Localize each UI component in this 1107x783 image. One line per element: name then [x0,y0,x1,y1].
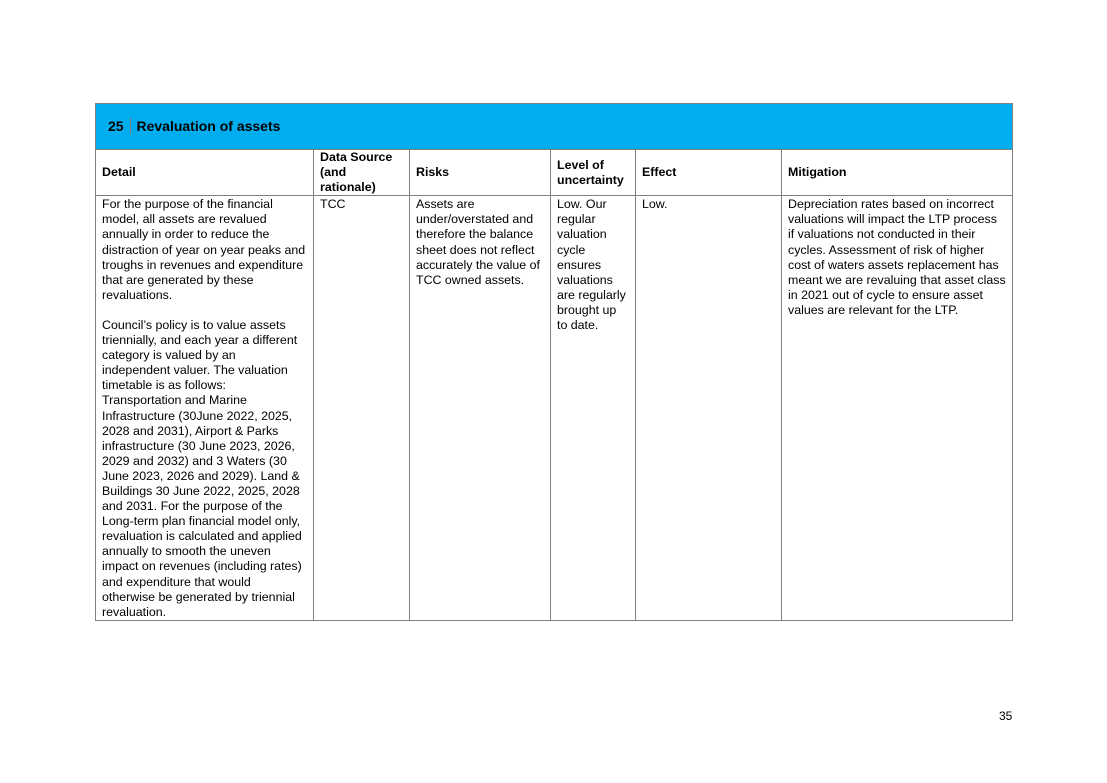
assumption-table [95,103,1013,621]
risks-cell: Assets are under/overstated and therefore the balance sheet does not reflect accurately the value of TCC owned assets. [410,196,551,621]
data-source-cell: TCC [314,196,410,621]
detail-cell [96,196,314,621]
section-header [96,104,1013,150]
effect-cell: Low. [636,196,782,621]
column-header-row [96,150,1013,196]
detail-paragraph-2: Council’s policy is to value assets triennially, and each year a different category is valued by an independent valuer. The valuation timetable is as follows: Transportation and Marine Infrastructure (30June 2022, 2025, 2028 and 2031), Airport & Parks infrastructure (30 June 2023, 2026, 2029 and 2032) and 3 Waters (30 June 2023, 2026 and 2029). Land & Buildings 30 June 2022, 2025, 2028 and 2031. For the purpose of the Long-term plan financial model only, revaluation is calculated and applied annually to smooth the uneven impact on revenues (including rates) and expenditure that would otherwise be generated by triennial revaluation. [102,317,302,619]
uncertainty-cell: Low. Our regular valuation cycle ensures valuations are regularly brought up to date. [551,196,636,621]
mitigation-cell: Depreciation rates based on incorrect valuations will impact the LTP process if valuations not conducted in their cycles. Assessment of risk of higher cost of waters assets replacement has meant we are revaluing that asset class in 2021 out of cycle to ensure asset values are relevant for the LTP. [782,196,1013,621]
detail-paragraph-1: For the purpose of the financial model, all assets are revalued annually in order to reduce the distraction of year on year peaks and troughs in revenues and expenditure that are generated by these revaluations. [102,197,306,302]
section-number: 25 [102,118,131,134]
column-header-data-source: Data Source (and rationale) [314,150,410,196]
page-number: 35 [999,709,1013,723]
section-header-row [96,104,1013,150]
column-header-risks: Risks [410,150,551,196]
column-header-detail: Detail [96,150,314,196]
column-header-effect: Effect [636,150,782,196]
section-title: Revaluation of assets [136,117,281,134]
table-row [96,196,1013,621]
column-header-mitigation: Mitigation [782,150,1013,196]
column-header-uncertainty: Level of uncertainty [551,150,636,196]
